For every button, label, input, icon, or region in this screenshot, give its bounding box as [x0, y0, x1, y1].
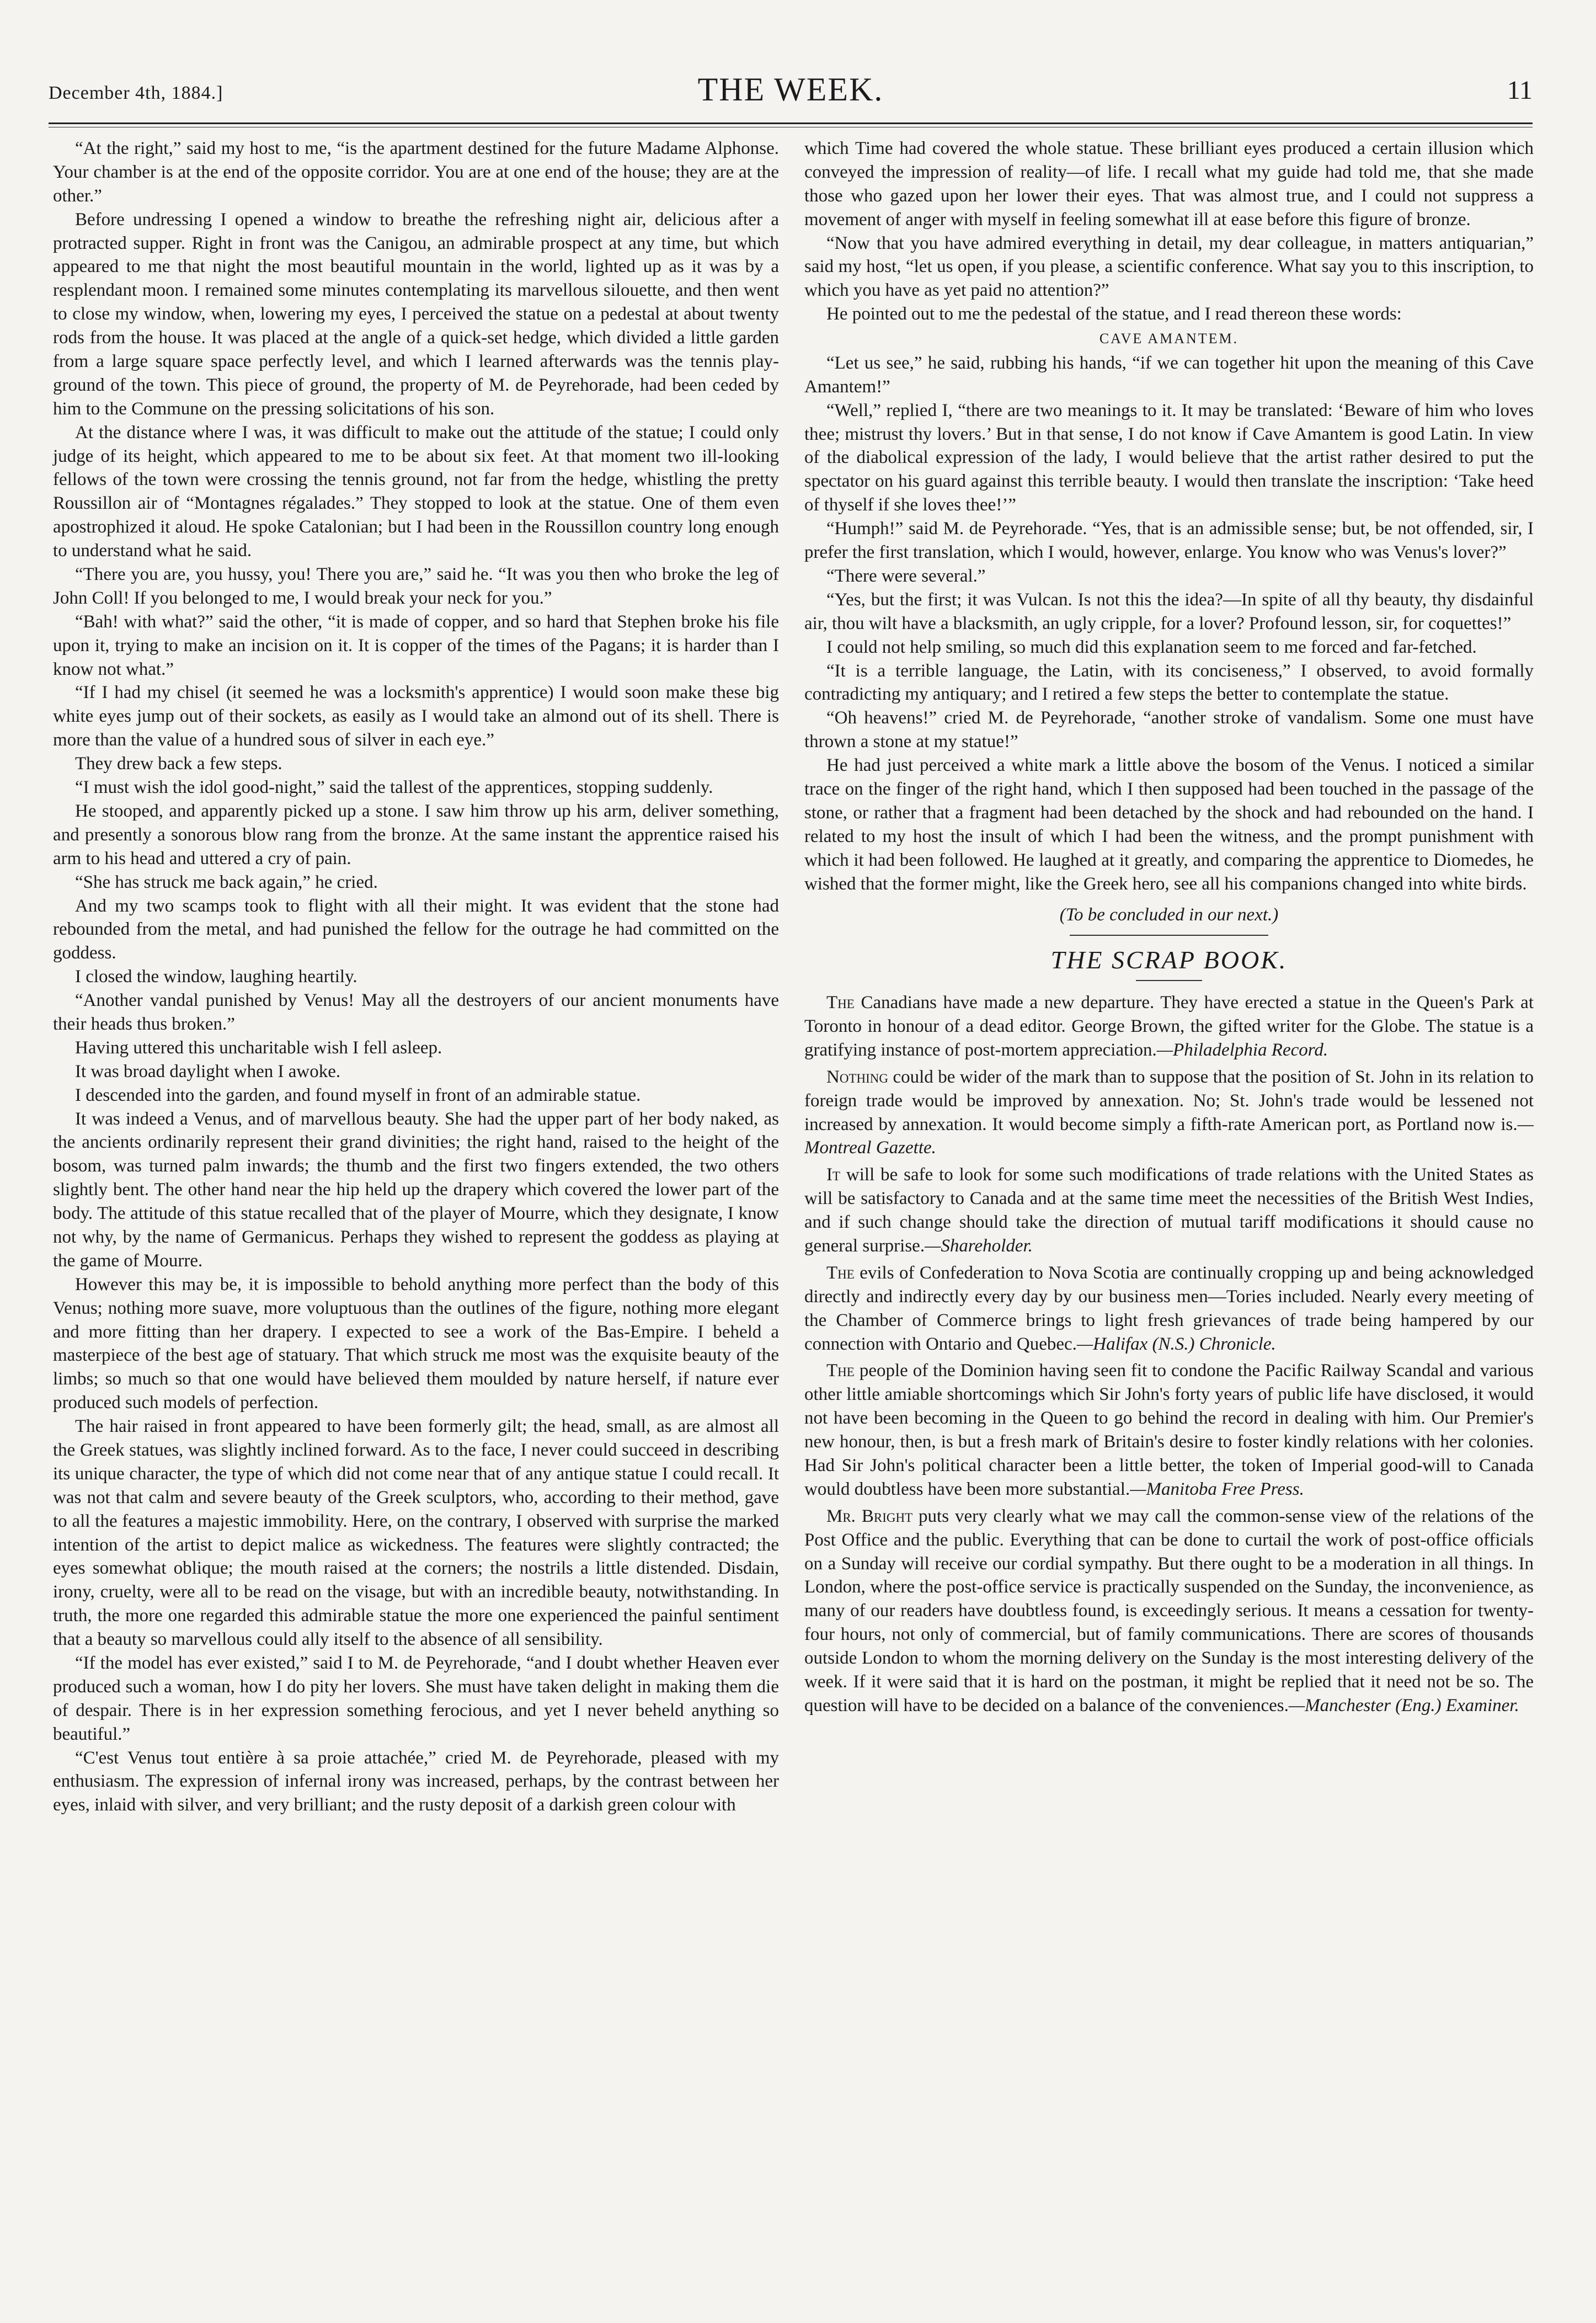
scrap-book-title: THE SCRAP BOOK. [1050, 946, 1288, 974]
story-paragraph: “Well,” replied I, “there are two meanings to it. It may be translated: ‘Beware of him who loves thee; mistrust thy lovers.’ But in that sense, I do not know if Cave Amantem is good Latin. In view of the diabolical expression of the lady, I would believe that the artist rather desired to put the spectator on his guard against this terrible beauty. I would then translate the inscription: ‘Take heed of thyself if she loves thee!’” [804, 400, 1534, 515]
scrap-item [804, 991, 1534, 1062]
story-paragraph: The hair raised in front appeared to have been formerly gilt; the head, small, as are almost all the Greek statues, was slightly inclined forward. As to the face, I never could succeed in describing its unique character, the type of which did not come near that of any antique statue I could recall. It was not that calm and severe beauty of the Greek sculptors, who, according to their method, gave to all the features a majestic immobility. Here, on the contrary, I observed with surprise the marked intention of the artist to depict malice as wickedness. The features were slightly contracted; the eyes somewhat oblique; the mouth raised at the corners; the nostrils a little distended. Disdain, irony, cruelty, were all to be read on the visage, but with an incredible beauty, notwithstanding. In truth, the more one regarded this admirable statue the more one experienced the painful sentiment that a beauty so marvellous could ally itself to the absence of all sensibility. [53, 1416, 779, 1650]
story-paragraph: Having uttered this uncharitable wish I fell asleep. [75, 1037, 442, 1058]
scrap-item [804, 1163, 1534, 1258]
scrap-item-lead: The [826, 1361, 855, 1381]
story-paragraph: “Bah! with what?” said the other, “it is made of copper, and so hard that Stephen broke his file upon it, trying to make an incision on it. It is copper of the times of the Pagans; it is harder than I know not what.” [53, 611, 779, 679]
story-paragraph: “Yes, but the first; it was Vulcan. Is not this the idea?—In spite of all thy beauty, thy disdainful air, thou wilt have a blacksmith, an ugly cripple, for a lover? Profound lesson, sir, for coquettes!” [804, 589, 1534, 633]
scrap-item-text: could be wider of the mark than to suppose that the position of St. John in its relation to foreign trade would be improved by annexation. No; St. John's trade would be lessened not increased by annexation. It would become simply a fifth-rate American port, as Portland now is. [804, 1067, 1534, 1134]
scrap-item-source: —Halifax (N.S.) Chronicle. [1076, 1334, 1276, 1354]
story-paragraph: He had just perceived a white mark a little above the bosom of the Venus. I noticed a similar trace on the finger of the right hand, which I then supposed had been touched in the passage of the stone, or rather that a fragment had been detached by the shock and had rebounded on the hand. I related to my host the insult of which I had been the witness, and the prompt punishment with which it had been followed. He laughed at it greatly, and comparing the apprentice to Diomedes, he wished that the former might, like the Greek hero, see all his companions changed into white birds. [804, 755, 1534, 894]
scrap-item [804, 1359, 1534, 1501]
to-be-concluded-note: (To be concluded in our next.) [1059, 905, 1279, 925]
left-column [53, 137, 779, 1817]
story-paragraph: I closed the window, laughing heartily. [75, 967, 357, 987]
story-paragraph: “If the model has ever existed,” said I to M. de Peyrehorade, “and I doubt whether Heaven ever produced such a woman, how I do pity her lovers. She must have taken delight in making them die of despair. There is in her expression something ferocious, and yet I never beheld anything so beautiful.” [53, 1653, 779, 1744]
story-paragraph: “There were several.” [826, 566, 986, 586]
section-divider [1070, 935, 1268, 936]
story-paragraph: I could not help smiling, so much did this explanation seem to me forced and far-fetched. [826, 637, 1477, 657]
story-paragraph: “Oh heavens!” cried M. de Peyrehorade, “another stroke of vandalism. Some one must have thrown a stone at my statue!” [804, 708, 1534, 752]
story-paragraph: “I must wish the idol good-night,” said the tallest of the apprentices, stopping suddenly. [75, 777, 713, 798]
story-paragraph: It was broad daylight when I awoke. [75, 1061, 341, 1081]
page-number: 11 [1507, 76, 1533, 105]
story-paragraph: which Time had covered the whole statue. These brilliant eyes produced a certain illusion which conveyed the impression of reality—of life. I recall what my guide had told me, that she made those who gazed upon her lower their eyes. That was almost true, and I could not suppress a movement of anger with myself in feeling somewhat ill at ease before this figure of bronze. [804, 138, 1534, 230]
scrap-item-lead: Nothing [826, 1067, 888, 1087]
scrap-item-lead: The [826, 993, 855, 1013]
scrap-item-source: —Montreal Gazette. [804, 1114, 1534, 1158]
masthead-title: THE WEEK. [697, 71, 884, 108]
scrap-item-text: puts very clearly what we may call the common-sense view of the relations of the Post Office and the public. Everything that can be done to curtail the work of post-office officials on a Sunday will receive our cordial sympathy. But there ought to be a moderation in all things. In London, where the post-office service is practically suspended on the Sunday, the inconvenience, as many of our readers have doubtless found, is exceedingly serious. It means a cessation for twenty-four hours, not only of commercial, but of family communications. There are scores of thousands outside London to whom the morning delivery on the Sunday is the most interesting delivery of the week. If it were said that it is hard on the postman, it might be replied that it need not be so. The question will have to be decided on a balance of the conveniences. [804, 1506, 1534, 1715]
scrap-item-source: —Philadelphia Record. [1156, 1040, 1328, 1060]
story-paragraph: “C'est Venus tout entière à sa proie attachée,” cried M. de Peyrehorade, pleased with my enthusiasm. The expression of infernal irony was increased, perhaps, by the contrast between her eyes, inlaid with silver, and very brilliant; and the rusty deposit of a darkish green colour with [53, 1747, 779, 1815]
story-paragraph: “If I had my chisel (it seemed he was a locksmith's apprentice) I would soon make these big white eyes jump out of their sockets, as easily as I would take an almond out of its shell. There is more than the value of a hundred sous of silver in each eye.” [53, 683, 779, 750]
scrap-item-text: evils of Confederation to Nova Scotia are continually cropping up and being acknowledged directly and indirectly every day by our business men—Tories included. Nearly every meeting of the Chamber of Commerce brings to light fresh grievances of trade being hampered by our connection with Ontario and Quebec. [804, 1262, 1534, 1354]
story-paragraph: At the distance where I was, it was difficult to make out the attitude of the statue; I could only judge of its height, which appeared to me to be about six feet. At that moment two ill-looking fellows of the town were crossing the tennis ground, not far from the hedge, whistling the pretty Roussillon air of “Montagnes régalades.” They stopped to look at the statue. One of them even apostrophized it aloud. He spoke Catalonian; but I had been in the Roussillon country long enough to understand what he said. [53, 422, 779, 561]
scrap-item-lead: It [826, 1165, 841, 1185]
story-paragraph: They drew back a few steps. [75, 754, 282, 774]
story-paragraph: I descended into the garden, and found myself in front of an admirable statue. [75, 1085, 641, 1105]
scrap-item [804, 1065, 1534, 1160]
title-underline [1136, 980, 1202, 981]
scrap-item-source: —Shareholder. [925, 1236, 1033, 1256]
scrap-item [804, 1505, 1534, 1718]
scrap-item-source: —Manitoba Free Press. [1130, 1479, 1304, 1499]
issue-date: December 4th, 1884.] [49, 83, 223, 103]
story-paragraph: “Humph!” said M. de Peyrehorade. “Yes, that is an admissible sense; but, be not offended, sir, I prefer the first translation, which I would, however, enlarge. You know who was Venus's lover?” [804, 519, 1534, 563]
story-paragraph: He stooped, and apparently picked up a stone. I saw him throw up his arm, deliver something, and presently a sonorous blow rang from the bronze. At the same instant the apprentice raised his arm to his head and uttered a cry of pain. [53, 801, 779, 869]
story-paragraph: Before undressing I opened a window to breathe the refreshing night air, delicious after a protracted supper. Right in front was the Canigou, an admirable prospect at any time, but which appeared to me that night the most beautiful mountain in the world, lighted up as it was by a resplendant moon. I remained some minutes contemplating its marvellous silouette, and then went to close my window, when, lowering my eyes, I perceived the statue on a pedestal at about twenty rods from the house. It was placed at the angle of a quick-set hedge, which divided a little garden from a large square space perfectly level, and which I learned afterwards was the tennis play-ground of the town. This piece of ground, the property of M. de Peyrehorade, had been ceded by him to the Commune on the pressing solicitations of his son. [53, 209, 779, 419]
scrap-item-text: people of the Dominion having seen fit to condone the Pacific Railway Scandal and various other little amiable shortcomings which Sir John's forty years of public life have disclosed, it would not have been becoming in the Queen to go behind the record in dealing with him. Our Premier's new honour, then, is but a fresh mark of Britain's desire to foster kindly relations with her colonies. Had Sir John's political character been a little better, the token of Imperial good-will to Canada would doubtless have been more substantial. [804, 1361, 1534, 1499]
story-paragraph: He pointed out to me the pedestal of the statue, and I read thereon these words: [826, 304, 1402, 324]
scrap-item [804, 1261, 1534, 1356]
page-header [49, 71, 1533, 115]
story-paragraph: And my two scamps took to flight with all their might. It was evident that the stone had rebounded from the metal, and had punished the fellow for the outrage he had committed on the goddess. [53, 896, 779, 963]
story-paragraph: “Now that you have admired everything in detail, my dear colleague, in matters antiquarian,” said my host, “let us open, if you please, a scientific conference. What say you to this inscription, to which you have as yet paid no attention?” [804, 233, 1534, 301]
scrap-book-section [804, 991, 1534, 1718]
scrap-item-lead: Mr. Bright [826, 1506, 913, 1526]
story-paragraph: It was indeed a Venus, and of marvellous beauty. She had the upper part of her body naked, as the ancients ordinarily represent their grand divinities; the right hand, raised to the height of the bosom, was turned palm inwards; the thumb and the first two fingers extended, the two others slightly bent. The other hand near the hip held up the drapery which covered the lower part of the body. The attitude of this statue recalled that of the player of Mourre, which they designate, I know not why, by the name of Germanicus. Perhaps they wished to represent the goddess as playing at the game of Mourre. [53, 1109, 779, 1271]
story-paragraph: “At the right,” said my host to me, “is the apartment destined for the future Madame Alphonse. Your chamber is at the end of the opposite corridor. You are at one end of the house; they are at the other.” [53, 138, 779, 206]
story-paragraph: “There you are, you hussy, you! There you are,” said he. “It was you then who broke the leg of John Coll! If you belonged to me, I would break your neck for you.” [53, 564, 779, 608]
story-paragraph: “Let us see,” he said, rubbing his hands, “if we can together hit upon the meaning of this Cave Amantem!” [804, 353, 1534, 397]
inscription: CAVE AMANTEM. [1099, 331, 1239, 347]
story-paragraph: However this may be, it is impossible to behold anything more perfect than the body of this Venus; nothing more suave, more voluptuous than the outlines of the figure, nothing more elegant and more fitting than her drapery. I expected to see a work of the Bas-Empire. I beheld a masterpiece of the best age of statuary. That which struck me most was the exquisite beauty of the limbs; so much so that one would have believed them moulded by nature herself, if nature ever produced such models of perfection. [53, 1274, 779, 1413]
scrap-item-lead: The [826, 1262, 855, 1283]
right-column [804, 137, 1534, 1718]
header-rule [49, 122, 1533, 124]
scrap-item-text: Canadians have made a new departure. They have erected a statue in the Queen's Park at Toronto in honour of a dead editor. George Brown, the gifted writer for the Globe. The statue is a gratifying instance of post-mortem appreciation. [804, 993, 1534, 1060]
story-paragraph: “Another vandal punished by Venus! May all the destroyers of our ancient monuments have their heads thus broken.” [53, 990, 779, 1034]
scrap-item-source: —Manchester (Eng.) Examiner. [1288, 1695, 1519, 1715]
story-paragraph: “She has struck me back again,” he cried. [75, 872, 378, 892]
scrap-item-text: will be safe to look for some such modifications of trade relations with the United States as will be satisfactory to Canada and at the same time meet the necessities of the British West Indies, and if such change should take the direction of mutual tariff modifications it should cause no general surprise. [804, 1165, 1534, 1256]
story-paragraph: “It is a terrible language, the Latin, with its conciseness,” I observed, to avoid formally contradicting my antiquary; and I retired a few steps the better to contemplate the statue. [804, 660, 1534, 705]
